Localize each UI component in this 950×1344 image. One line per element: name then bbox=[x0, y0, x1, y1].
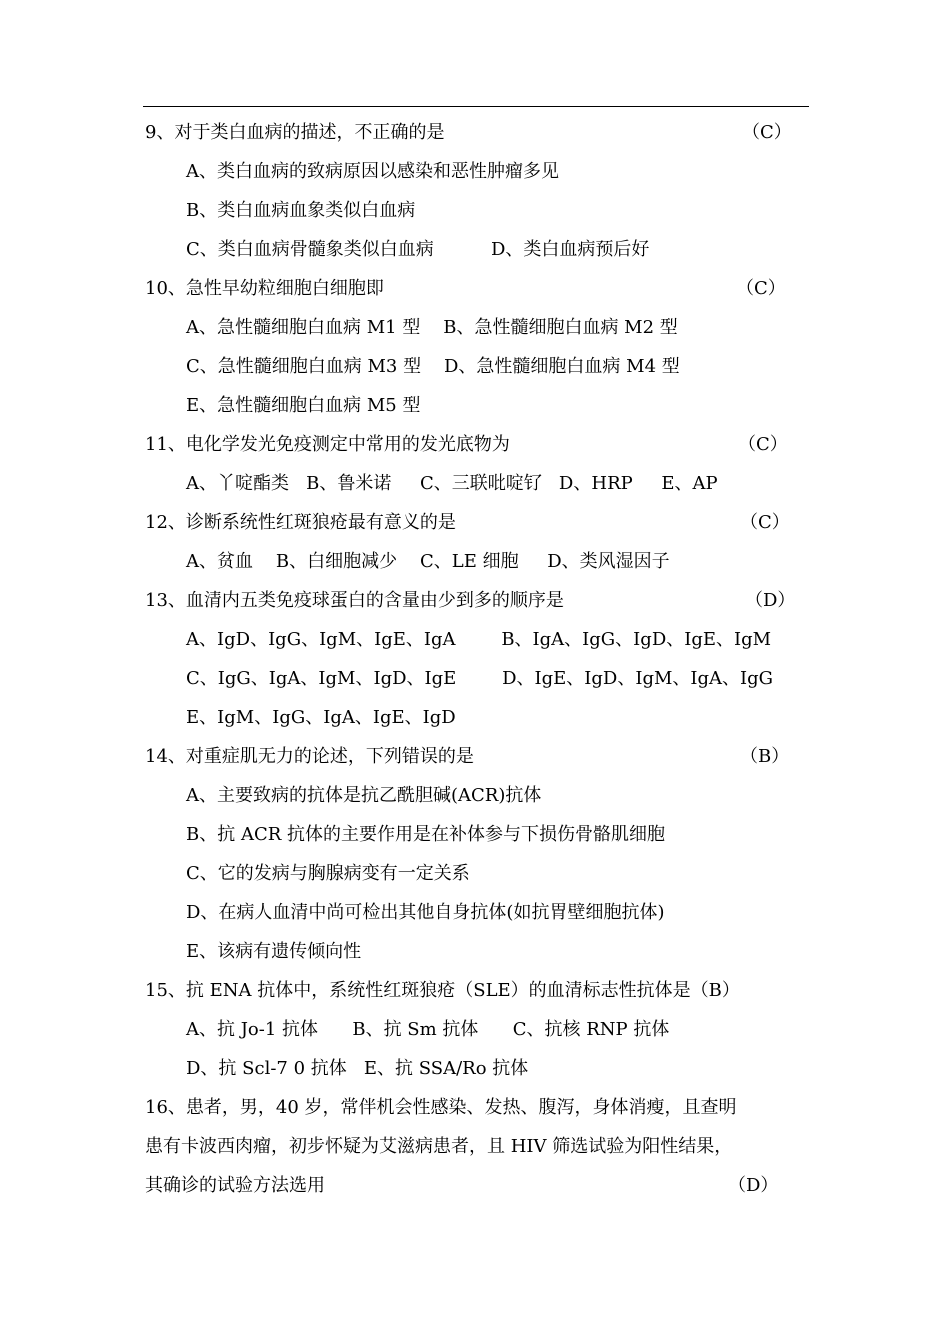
question-12-options: A、贫血 B、白细胞减少 C、LE 细胞 D、类风湿因子 bbox=[186, 551, 670, 572]
question-10-option-cd: C、急性髓细胞白血病 M3 型 D、急性髓细胞白血病 M4 型 bbox=[186, 356, 680, 377]
question-14-option-d: D、在病人血清中尚可检出其他自身抗体(如抗胃壁细胞抗体) bbox=[186, 902, 665, 923]
question-11-stem: 11、电化学发光免疫测定中常用的发光底物为 bbox=[145, 434, 510, 455]
question-16-line-3: 其确诊的试验方法选用 bbox=[145, 1175, 325, 1196]
question-11-options: A、丫啶酯类 B、鲁米诺 C、三联吡啶钌 D、HRP E、AP bbox=[186, 473, 718, 494]
question-9-answer: （C） bbox=[742, 122, 792, 143]
question-16-line-1: 16、患者，男，40 岁，常伴机会性感染、发热、腹泻，身体消瘦，且查明 bbox=[145, 1097, 737, 1118]
question-13-option-ab: A、IgD、IgG、IgM、IgE、IgA B、IgA、IgG、IgD、IgE、IgM bbox=[186, 629, 772, 650]
question-9-option-b: B、类白血病血象类似白血病 bbox=[186, 200, 416, 221]
question-14-option-a: A、主要致病的抗体是抗乙酰胆碱(ACR)抗体 bbox=[186, 785, 542, 806]
question-13-stem: 13、血清内五类免疫球蛋白的含量由少到多的顺序是 bbox=[145, 590, 564, 611]
question-14-stem: 14、对重症肌无力的论述，下列错误的是 bbox=[145, 746, 474, 767]
question-10-answer: （C） bbox=[736, 278, 786, 299]
question-13-option-cd: C、IgG、IgA、IgM、IgD、IgE D、IgE、IgD、IgM、IgA、IgG bbox=[186, 668, 774, 689]
question-10-option-ab: A、急性髓细胞白血病 M1 型 B、急性髓细胞白血病 M2 型 bbox=[186, 317, 678, 338]
question-10-stem: 10、急性早幼粒细胞白细胞即 bbox=[145, 278, 384, 299]
question-15-option-de: D、抗 Scl-7 0 抗体 E、抗 SSA/Ro 抗体 bbox=[186, 1058, 529, 1079]
header-rule bbox=[143, 106, 809, 107]
question-14-option-b: B、抗 ACR 抗体的主要作用是在补体参与下损伤骨骼肌细胞 bbox=[186, 824, 665, 845]
question-9-stem: 9、对于类白血病的描述，不正确的是 bbox=[145, 122, 445, 143]
question-12-answer: （C） bbox=[740, 512, 790, 533]
question-16-line-2: 患有卡波西肉瘤，初步怀疑为艾滋病患者，且 HIV 筛选试验为阳性结果， bbox=[145, 1136, 733, 1157]
question-16-answer: （D） bbox=[728, 1175, 779, 1196]
question-13-answer: （D） bbox=[745, 590, 796, 611]
question-13-option-e: E、IgM、IgG、IgA、IgE、IgD bbox=[186, 707, 456, 728]
question-12-stem: 12、诊断系统性红斑狼疮最有意义的是 bbox=[145, 512, 456, 533]
question-15-option-abc: A、抗 Jo-1 抗体 B、抗 Sm 抗体 C、抗核 RNP 抗体 bbox=[186, 1019, 670, 1040]
question-14-answer: （B） bbox=[740, 746, 790, 767]
question-15-stem: 15、抗 ENA 抗体中，系统性红斑狼疮（SLE）的血清标志性抗体是（B） bbox=[145, 980, 740, 1001]
question-10-option-e: E、急性髓细胞白血病 M5 型 bbox=[186, 395, 421, 416]
question-11-answer: （C） bbox=[738, 434, 788, 455]
question-14-option-c: C、它的发病与胸腺病变有一定关系 bbox=[186, 863, 470, 884]
question-9-option-a: A、类白血病的致病原因以感染和恶性肿瘤多见 bbox=[186, 161, 559, 182]
question-14-option-e: E、该病有遗传倾向性 bbox=[186, 941, 362, 962]
question-9-option-cd: C、类白血病骨髓象类似白血病 D、类白血病预后好 bbox=[186, 239, 650, 260]
